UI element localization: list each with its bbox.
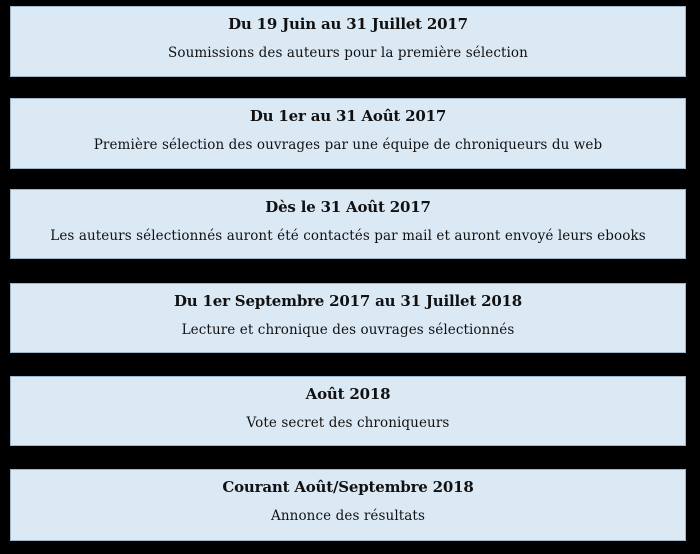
timeline-step-5 xyxy=(10,376,686,446)
timeline-step-3 xyxy=(10,189,686,259)
step-description: Première sélection des ouvrages par une équipe de chroniqueurs du web xyxy=(93,137,603,153)
timeline-step-4 xyxy=(10,283,686,353)
step-description: Annonce des résultats xyxy=(271,508,425,524)
step-date: Dès le 31 Août 2017 xyxy=(265,198,431,216)
timeline-step-1 xyxy=(10,6,686,77)
step-date: Du 19 Juin au 31 Juillet 2017 xyxy=(228,15,468,33)
step-description: Vote secret des chroniqueurs xyxy=(246,415,450,431)
step-date: Août 2018 xyxy=(305,385,391,403)
step-date: Du 1er Septembre 2017 au 31 Juillet 2018 xyxy=(173,292,523,310)
step-date: Du 1er au 31 Août 2017 xyxy=(249,107,447,125)
step-description: Les auteurs sélectionnés auront été contactés par mail et auront envoyé leurs ebooks xyxy=(50,228,646,244)
step-description: Lecture et chronique des ouvrages sélectionnés xyxy=(181,322,515,338)
timeline-step-2 xyxy=(10,98,686,169)
timeline-step-6 xyxy=(10,469,686,541)
step-description: Soumissions des auteurs pour la première sélection xyxy=(168,45,528,61)
step-date: Courant Août/Septembre 2018 xyxy=(222,478,474,496)
